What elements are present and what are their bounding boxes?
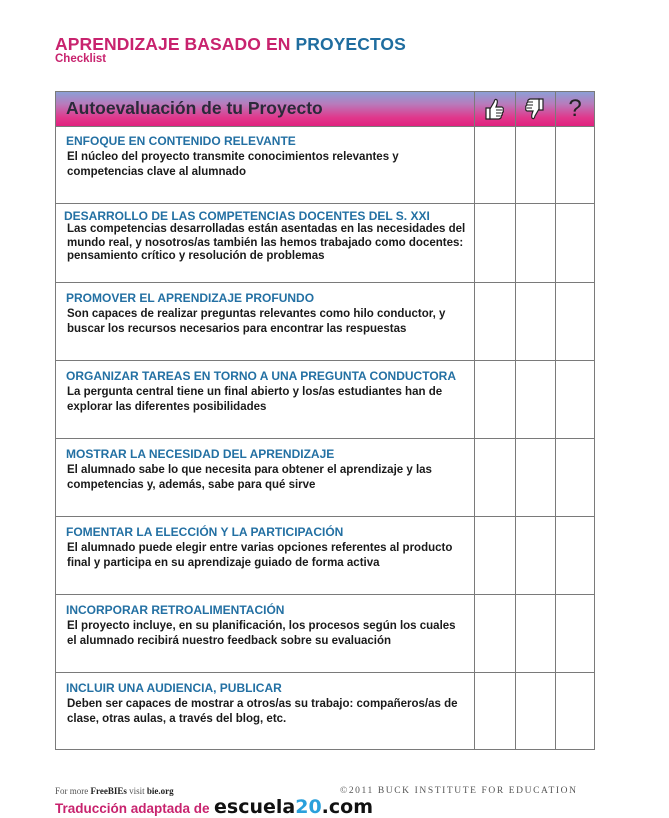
table-header-label: Autoevaluación de tu Proyecto (66, 98, 323, 118)
row-description: Las competencias desarrolladas están asentadas en las necesidades del mundo real, y nosotros/as también las hemos trabajado como docentes: pensamiento crítico y resolución de problemas (67, 223, 466, 262)
column-header-unsure (555, 92, 595, 126)
row-title: INCORPORAR RETROALIMENTACIÓN (66, 603, 285, 617)
table-row (56, 517, 474, 595)
table-row (56, 439, 474, 517)
row-description: El alumnado sabe lo que necesita para obtener el aprendizaje y las competencias y, además, sabe para qué sirve (67, 464, 432, 491)
table-row (56, 283, 474, 361)
checkbox-unsure[interactable] (556, 126, 596, 204)
credit-brand[interactable] (214, 796, 373, 818)
row-title: MOSTRAR LA NECESIDAD DEL APRENDIZAJE (66, 447, 335, 461)
document-subtitle: Checklist (55, 53, 107, 65)
checkbox-agree[interactable] (475, 673, 515, 751)
brand-part-a: escuela (214, 796, 296, 818)
thumbs-down-icon (524, 97, 546, 121)
table-row (56, 204, 474, 282)
checkbox-agree[interactable] (475, 126, 515, 204)
column-header-agree (474, 92, 514, 126)
checkbox-disagree[interactable] (516, 673, 556, 751)
checkbox-unsure[interactable] (556, 283, 596, 361)
credit-text: Traducción adaptada de (55, 801, 210, 816)
table-row (56, 361, 474, 439)
checkbox-agree[interactable] (475, 204, 515, 282)
table-row (56, 673, 474, 751)
translation-credit (55, 796, 373, 818)
checkbox-agree[interactable] (475, 595, 515, 673)
checkbox-disagree[interactable] (516, 361, 556, 439)
checkbox-disagree[interactable] (516, 126, 556, 204)
checkbox-agree[interactable] (475, 283, 515, 361)
row-description: Son capaces de realizar preguntas relevantes como hilo conductor, y buscar los recursos necesarios para encontrar las respuestas (67, 308, 446, 335)
row-description: El proyecto incluye, en su planificación, los procesos según los cuales el alumnado recibirá nuestro feedback sobre su evaluación (67, 620, 456, 647)
document-title (55, 34, 406, 55)
checkbox-disagree[interactable] (516, 204, 556, 282)
table-row (56, 595, 474, 673)
checkbox-unsure[interactable] (556, 361, 596, 439)
checkbox-disagree[interactable] (516, 595, 556, 673)
title-part-1: APRENDIZAJE BASADO EN (55, 34, 291, 54)
copyright: ©2011 BUCK INSTITUTE FOR EDUCATION (340, 786, 578, 796)
checkbox-disagree[interactable] (516, 439, 556, 517)
row-description: La pergunta central tiene un final abierto y los/as estudiantes han de explorar las diferentes posibilidades (67, 386, 443, 413)
checkbox-agree[interactable] (475, 439, 515, 517)
freebies-bold: FreeBIEs (90, 786, 127, 796)
freebies-mid: visit (129, 786, 145, 796)
row-title: ORGANIZAR TAREAS EN TORNO A UNA PREGUNTA CONDUCTORA (66, 369, 456, 383)
checkbox-unsure[interactable] (556, 673, 596, 751)
checkbox-disagree[interactable] (516, 283, 556, 361)
checkbox-unsure[interactable] (556, 204, 596, 282)
checkbox-unsure[interactable] (556, 439, 596, 517)
thumbs-up-icon (483, 97, 505, 121)
row-description: Deben ser capaces de mostrar a otros/as su trabajo: compañeros/as de clase, otras aulas, a través del blog, etc. (67, 698, 458, 725)
row-description: El alumnado puede elegir entre varias opciones referentes al producto final y participa en su aprendizaje guiado de forma activa (67, 542, 453, 569)
table-header (56, 92, 594, 127)
title-part-2: PROYECTOS (295, 34, 406, 54)
row-title: PROMOVER EL APRENDIZAJE PROFUNDO (66, 291, 315, 305)
row-title: DESARROLLO DE LAS COMPETENCIAS DOCENTES DEL S. XXI (64, 209, 430, 223)
freebies-link[interactable]: bie.org (146, 786, 174, 796)
table-row (56, 126, 474, 204)
freebies-note (55, 786, 174, 796)
checkbox-agree[interactable] (475, 517, 515, 595)
brand-part-b: .com (321, 796, 374, 818)
checkbox-unsure[interactable] (556, 517, 596, 595)
checkbox-agree[interactable] (475, 361, 515, 439)
row-title: INCLUIR UNA AUDIENCIA, PUBLICAR (66, 681, 282, 695)
column-header-disagree (515, 92, 555, 126)
row-description: El núcleo del proyecto transmite conocimientos relevantes y competencias clave al alumnado (67, 151, 399, 178)
checkbox-disagree[interactable] (516, 517, 556, 595)
question-mark: ? (568, 95, 582, 122)
checklist-table (55, 91, 595, 750)
freebies-prefix: For more (55, 786, 89, 796)
checkbox-unsure[interactable] (556, 595, 596, 673)
row-title: ENFOQUE EN CONTENIDO RELEVANTE (66, 134, 296, 148)
brand-number: 20 (295, 796, 322, 818)
row-title: FOMENTAR LA ELECCIÓN Y LA PARTICIPACIÓN (66, 525, 344, 539)
